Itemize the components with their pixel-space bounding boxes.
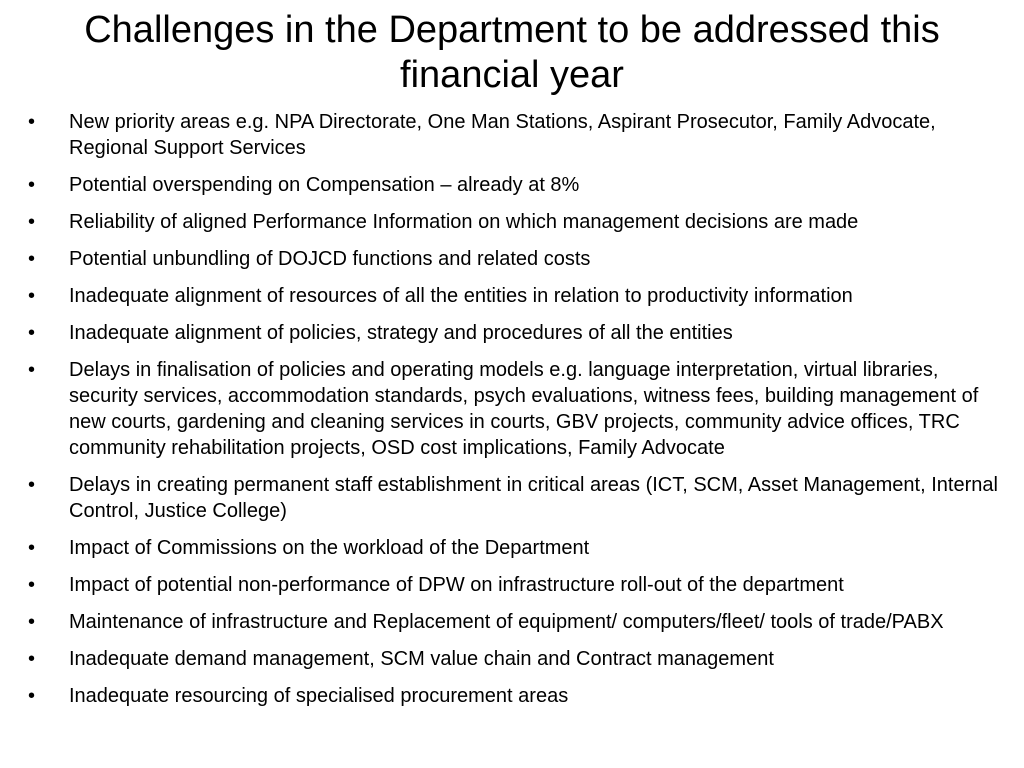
bullet-text: Inadequate demand management, SCM value chain and Contract management [69, 648, 774, 670]
bullet-item-9 [28, 535, 1008, 561]
bullet-text: Inadequate alignment of policies, strategy and procedures of all the entities [69, 322, 733, 344]
challenges-bullet-list [28, 109, 1008, 720]
bullet-icon: • [28, 574, 36, 596]
bullet-item-13 [28, 683, 1008, 709]
bullet-text: Potential unbundling of DOJCD functions and related costs [69, 248, 591, 270]
bullet-text: Inadequate alignment of resources of all the entities in relation to productivity information [69, 285, 853, 307]
bullet-icon: • [28, 648, 36, 670]
bullet-icon: • [28, 611, 36, 633]
bullet-item-2 [28, 172, 1008, 198]
bullet-item-8 [28, 472, 1008, 524]
bullet-item-7 [28, 357, 1008, 461]
bullet-text: Impact of Commissions on the workload of the Department [69, 537, 590, 559]
bullet-item-11 [28, 609, 1008, 635]
bullet-text: Delays in finalisation of policies and operating models e.g. language interpretation, virtual libraries, security services, accommodation standards, psych evaluations, witness fees, building management of new courts, gardening and cleaning services in courts, GBV projects, community advice offices, TRC community rehabilitation projects, OSD cost implications, Family Advocate [69, 359, 979, 459]
bullet-item-10 [28, 572, 1008, 598]
bullet-icon: • [28, 285, 36, 307]
slide-title: Challenges in the Department to be addressed this financial year [84, 9, 940, 96]
bullet-text: Reliability of aligned Performance Information on which management decisions are made [69, 211, 859, 233]
bullet-item-4 [28, 246, 1008, 272]
bullet-icon: • [28, 359, 36, 381]
bullet-text: Impact of potential non-performance of DPW on infrastructure roll-out of the department [69, 574, 844, 596]
bullet-item-1 [28, 109, 1008, 161]
bullet-item-6 [28, 320, 1008, 346]
bullet-item-12 [28, 646, 1008, 672]
bullet-icon: • [28, 111, 36, 133]
bullet-icon: • [28, 322, 36, 344]
bullet-icon: • [28, 685, 36, 707]
bullet-text: Maintenance of infrastructure and Replacement of equipment/ computers/fleet/ tools of trade/PABX [69, 611, 944, 633]
bullet-text: Delays in creating permanent staff establishment in critical areas (ICT, SCM, Asset Management, Internal Control, Justice College) [69, 474, 998, 522]
bullet-text: New priority areas e.g. NPA Directorate, One Man Stations, Aspirant Prosecutor, Family Advocate, Regional Support Services [69, 111, 936, 159]
bullet-icon: • [28, 474, 36, 496]
bullet-item-3 [28, 209, 1008, 235]
bullet-item-5 [28, 283, 1008, 309]
bullet-icon: • [28, 211, 36, 233]
bullet-icon: • [28, 174, 36, 196]
bullet-icon: • [28, 248, 36, 270]
bullet-text: Potential overspending on Compensation – already at 8% [69, 174, 580, 196]
bullet-text: Inadequate resourcing of specialised procurement areas [69, 685, 569, 707]
bullet-icon: • [28, 537, 36, 559]
